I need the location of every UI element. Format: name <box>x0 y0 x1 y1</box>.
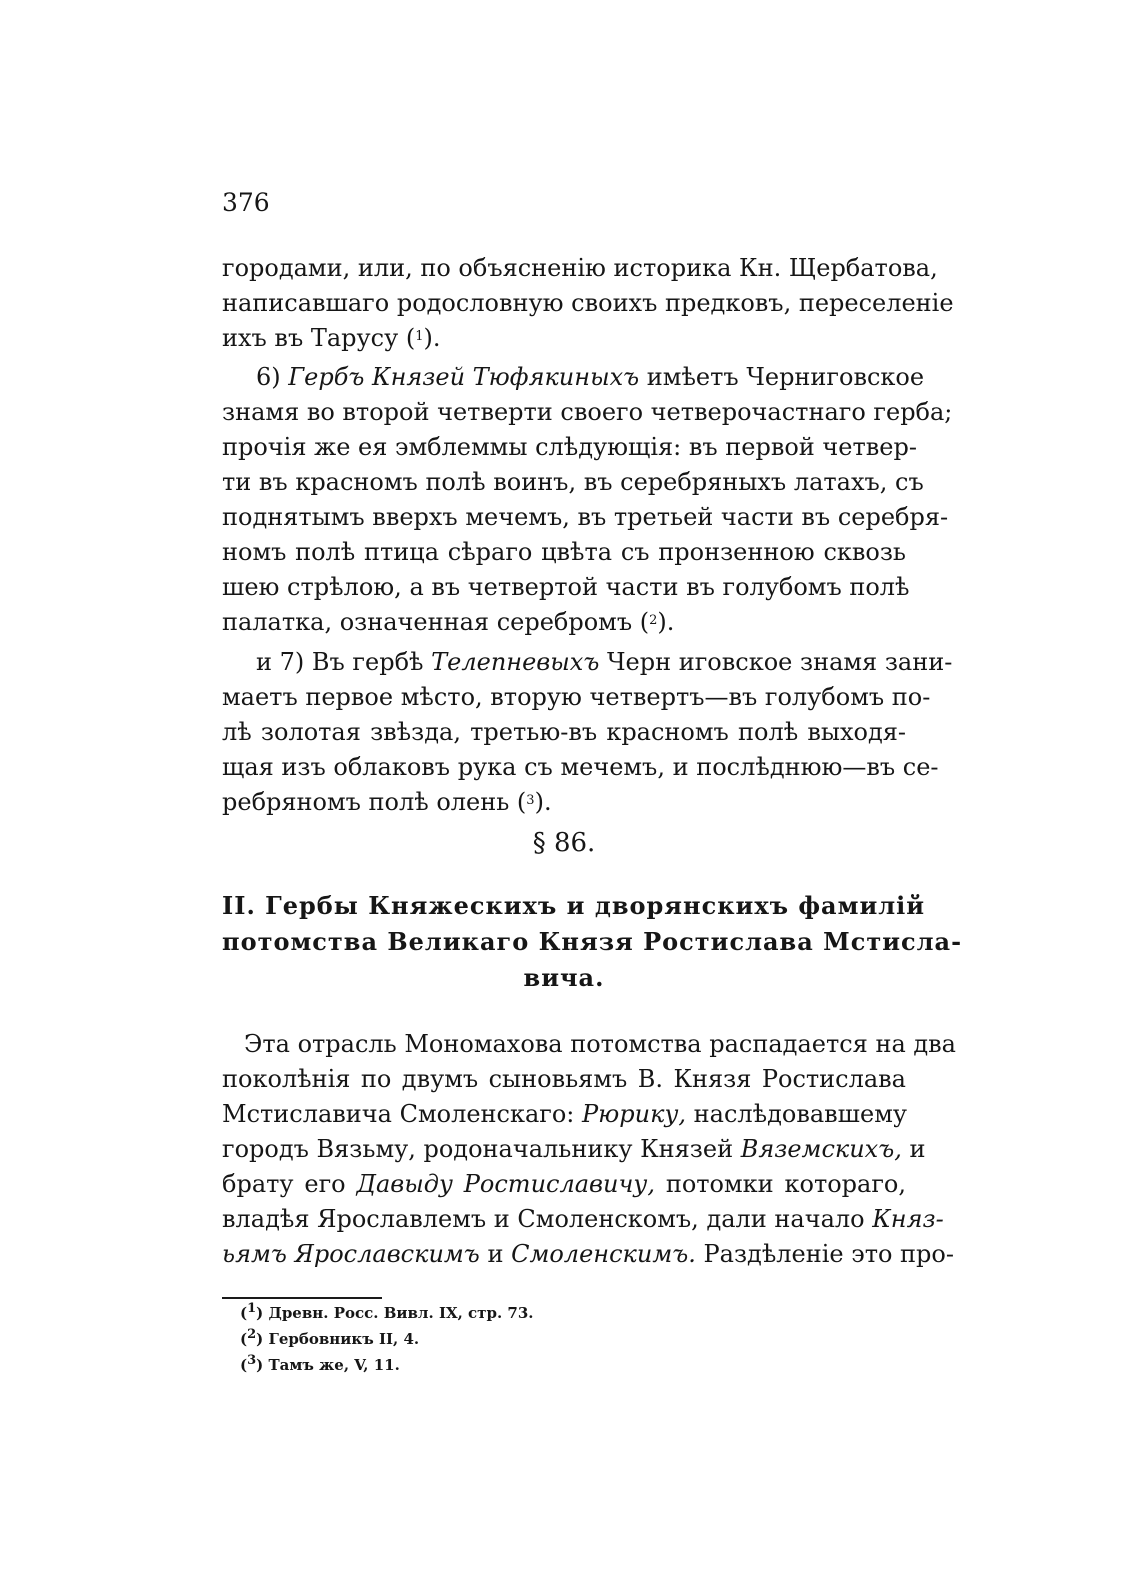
section-heading <box>222 888 963 996</box>
footnote-ref: 1 <box>415 329 424 344</box>
paragraph-2 <box>222 360 953 640</box>
text-line: поднятымъ вверхъ мечемъ, въ третьей части въ серебря- <box>222 503 949 531</box>
text-line: поколѣнія по двумъ сыновьямъ В. Князя Ростислава <box>222 1065 906 1093</box>
heading-line: II. Гербы Княжескихъ и дворянскихъ фамилій <box>222 891 926 920</box>
text-line: городами, или, по объясненію историка Кн. Щербатова, <box>222 254 938 282</box>
text-line: маетъ первое мѣсто, вторую четвертъ—въ голубомъ по- <box>222 683 931 711</box>
text-line: палатка, означенная серебромъ ($^2$). <box>222 608 675 636</box>
paragraph-3 <box>222 645 953 820</box>
text-line: ребряномъ полѣ олень ($^3$). <box>222 788 552 816</box>
text-line: щая изъ облаковъ рука съ мечемъ, и послѣднюю—въ се- <box>222 753 939 781</box>
text-line: ьямъ Ярославскимъ и Смоленскимъ. Раздѣленіе это про- <box>222 1240 954 1268</box>
paragraph-4 <box>222 1027 956 1272</box>
footnote-divider <box>222 1297 382 1299</box>
text-line: номъ полѣ птица сѣраго цвѣта съ пронзенною сквозь <box>222 538 906 566</box>
text-line: брату его Давыду Ростиславичу, потомки котораго, <box>222 1170 907 1198</box>
paragraph-1 <box>222 251 954 356</box>
text-line: ти въ красномъ полѣ воинъ, въ серебряныхъ латахъ, съ <box>222 468 924 496</box>
text-line: Мстиславича Смоленскаго: Рюрику, наслѣдовавшему <box>222 1100 907 1128</box>
footnote-3: ($^3$) Тамъ же, V, 11. <box>240 1353 400 1374</box>
text-line: лѣ золотая звѣзда, третью-въ красномъ полѣ выходя- <box>222 718 906 746</box>
heading-line: потомства Великаго Князя Ростислава Мстисла- <box>222 927 963 956</box>
text-line: 6) Гербъ Князей Тюфякиныхъ имѣетъ Черниговское <box>256 363 925 391</box>
text-line: ихъ въ Тарусу ($^1$). <box>222 324 441 352</box>
text-line: шею стрѣлою, а въ четвертой части въ голубомъ полѣ <box>222 573 910 601</box>
text-line: городъ Вязьму, родоначальнику Князей Вяземскихъ, и <box>222 1135 926 1163</box>
footnote-ref: 3 <box>526 793 535 808</box>
text-line: знамя во второй четверти своего четверочастнаго герба; <box>222 398 953 426</box>
footnote-2: ($^2$) Гербовникъ II, 4. <box>240 1327 420 1348</box>
footnote-ref: 2 <box>649 613 658 628</box>
text-line: Эта отрасль Мономахова потомства распадается на два <box>244 1030 956 1058</box>
page-number: 376 <box>222 188 270 217</box>
heading-line: вича. <box>523 963 605 992</box>
text-line: и 7) Въ гербѣ Телепневыхъ Черн иговское знамя зани- <box>256 648 953 676</box>
text-line: написавшаго родословную своихъ предковъ, переселеніе <box>222 289 954 317</box>
section-number: § 86. <box>532 828 596 858</box>
text-line: владѣя Ярославлемъ и Смоленскомъ, дали начало Княз- <box>222 1205 944 1233</box>
text-line: прочія же ея эмблеммы слѣдующія: въ первой четвер- <box>222 433 917 461</box>
footnotes <box>240 1300 534 1378</box>
footnote-1: ($^1$) Древн. Росс. Вивл. IX, стр. 73. <box>240 1301 534 1322</box>
